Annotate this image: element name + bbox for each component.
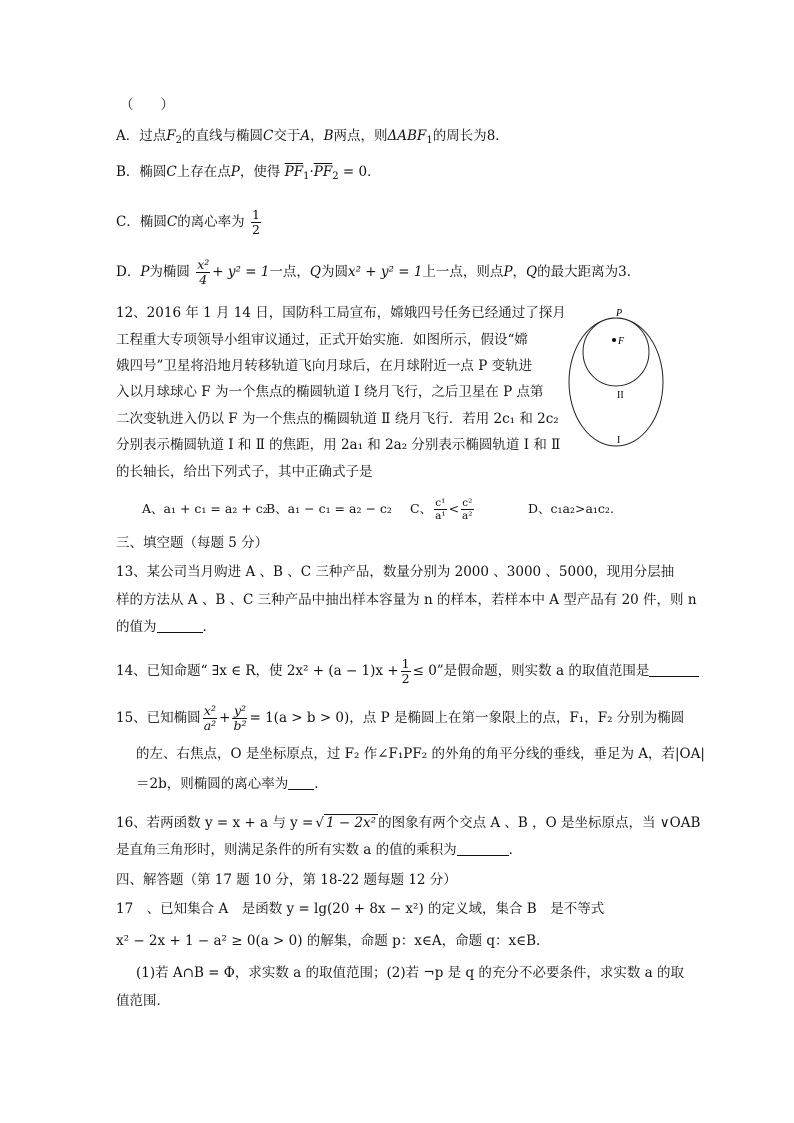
fraction-one-half: $\frac{1}{2}$ [251,207,260,237]
q12-option-a: A、a₁ + c₁ = a₂ + c₂ [142,501,268,516]
q12-option-d: D、c₁a₂>a₁c₂. [528,501,614,516]
answer-blank [157,618,203,633]
q12-line-7: 的长轴长，给出下列式子，其中正确式子是 [116,464,373,480]
focus-point-f [612,338,616,342]
answer-blank [649,662,699,677]
q11-option-a: A．过点$F_2$的直线与椭圆C交于A，B两点，则$\Delta ABF_1$的周长为8． [116,128,509,146]
section-4-heading: 四、解答题（第 17 题 10 分，第 18-22 题每题 12 分） [116,872,457,888]
q12-line-3: 娥四号”卫星将沿地月转移轨道飞向月球后，在月球附近一点 P 变轨进 [116,358,533,374]
answer-blank [457,841,509,856]
q11-option-b: B．椭圆C上存在点P，使得 $\overline{PF}_1\cdot\overline{PF}_2 = 0$． [116,164,381,182]
answer-paren: （ ） [120,97,174,113]
q13-line-1: 13、某公司当月购进 A 、B 、C 三种产品，数量分别为 2000 、3000 、5000，现用分层抽 [116,564,675,580]
q12-line-4: 入以月球球心 F 为一个焦点的椭圆轨道 Ⅰ 绕月飞行，之后卫星在 P 点第 [116,384,544,400]
answer-blank [288,775,314,790]
q17-line-3: (1)若 A∩B = Φ，求实数 a 的取值范围；(2)若 ¬p 是 q 的充分不必要条件，求实数 a 的取 [136,965,685,981]
label-f: F [618,336,625,347]
label-orbit-ii: II [617,390,624,401]
q15-line-1: 15、已知椭圆 $\frac{\text{x²}}{\text{a²}}$ + $\frac{\text{y²}}{\text{b²}}$ = 1(a > b > 0)，点 P 是椭圆上在第一象限上的点，F₁，F₂ 分别为椭圆 [116,703,685,733]
q12-option-c: C、 $\frac{\text{c¹}}{\text{a¹}}$ < $\frac{\text{c²}}{\text{a²}}$ [410,497,473,522]
q17-line-4: 值范围． [116,993,170,1009]
q16-line-1: 16、若两函数 y = x + a 与 y = √ 1 − 2x² 的图象有两个交点 A 、B ，O 是坐标原点，当 ∨OAB [116,815,701,831]
label-p: P [616,308,623,319]
q12-line-1: 12、2016 年 1 月 14 日，国防科工局宣布，嫦娥四号任务已经通过了探月 [116,305,566,321]
q12-line-2: 工程重大专项领导小组审议通过，正式开始实施．如图所示，假设“嫦 [116,332,528,348]
q11-option-c: C．椭圆C的离心率为 $\frac{1}{2}$ [116,207,260,237]
q16-line-2: 是直角三角形时，则满足条件的所有实数 a 的值的乘积为 ． [116,842,523,858]
q13-line-2: 样的方法从 A 、B 、C 三种产品中抽出样本容量为 n 的样本，若样本中 A 型产品有 20 件，则 n [116,592,697,608]
q12-option-b: B、a₁ − c₁ = a₂ − c₂ [266,501,392,516]
q11-option-d: D．P为椭圆 $\frac{\text{x²}}{4}$ + y² = 1一点，Q为圆x² + y² = 1上一点，则点P，Q的最大距离为3． [116,257,641,287]
q17-line-2: x² − 2x + 1 − a² ≥ 0(a > 0) 的解集，命题 p：x∈A，命题 q：x∈B. [116,933,541,949]
label-orbit-i: I [617,435,621,446]
q12-line-6: 分别表示椭圆轨道 Ⅰ 和 Ⅱ 的焦距，用 2a₁ 和 2a₂ 分别表示椭圆轨道 Ⅰ 和 Ⅱ [116,437,561,453]
q17-line-1: 17 、已知集合 A 是函数 y = lg(20 + 8x − x²) 的定义域，集合 B 是不等式 [116,901,605,917]
orbit-ellipse-inner [583,318,649,386]
q14: 14、已知命题“ ∃x ∈ R，使 2x² + (a − 1)x + $\frac{1}{2}$ ≤ 0”是假命题，则实数 a 的取值范围是 [116,655,699,687]
orbit-ellipse-outer [569,318,663,446]
section-3-heading: 三、填空题（每题 5 分） [116,535,269,551]
q12-line-5: 二次变轨进入仍以 F 为一个焦点的椭圆轨道 Ⅱ 绕月飞行．若用 2c₁ 和 2c₂ [116,411,559,427]
q13-line-3: 的值为 ． [116,619,216,635]
orbit-figure [560,296,680,456]
q15-line-3: ＝2b，则椭圆的离心率为 ． [136,776,328,792]
q15-line-2: 的左、右焦点，O 是坐标原点，过 F₂ 作∠F₁PF₂ 的外角的角平分线的垂线，垂足为 A，若|OA| [136,746,705,762]
